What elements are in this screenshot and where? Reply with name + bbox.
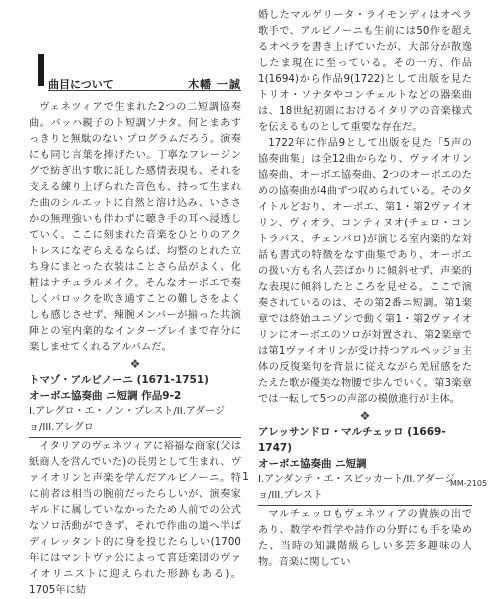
page-number: 1 <box>242 470 249 483</box>
catalog-number: MM-2105 <box>450 479 488 488</box>
composer-dates: (1669-1747) <box>258 426 446 454</box>
albinoni-paragraph-cont: 婚したマルゲリータ・ライモンディはオペラ歌手で、アルビノーニも生前には50作を超えるオペラを書き上げていたが、大部分が散逸したま現在に至っている。その一方、作品1(1694)から作品9(1722)として出版を見たトリオ・ソナタやコンチェルトなどの器楽曲は、18世紀初頭におけるイタリアの音楽様式を伝えるものとして重要な存在だ。 <box>258 10 472 133</box>
left-column <box>29 52 241 599</box>
marcello-paragraph: マルチェッロもヴェネツィアの貴族の出であり、数学や哲学や詩作の分野にも手を染めた、当時の知識階級らしい多芸多趣味の人物。音楽に関してい <box>258 509 472 568</box>
right-column <box>258 8 472 571</box>
composer-dates: (1671-1751) <box>136 374 209 386</box>
intro-paragraph: ヴェネツィアで生まれた2つの二短調協奏曲。バッハ親子のト短調ソナタ。何とまあすっきりと無駄のない プログラムだろう。演奏にも同じ言葉を捧げたい。丁寧なフレージングで紡ぎ出す歌に託した感情表現も、それを支える練り上げられた音色も、持って生まれた曲のシルエットに自然と溶け込み、いささかの無理強いも伴わずに聴き手の耳へ浸透していく。ここに刻まれた音楽をひとりのアクトレスになぞらえるならば、均整のとれた立ち身にまとった衣装はことさら品がよく、化粧はナチュラルメイク。そんなオーボエで奏しくバロックを吹き通すことの難しさをよくしも感じさせず、辣腕メンバーが揃った共演陣との室内楽的なインタープレイまで存分に楽しませてくれるアルバムだ。 <box>29 102 241 353</box>
section-rule <box>48 90 241 91</box>
section-title: 曲目について <box>48 78 114 91</box>
movements-albinoni: I.アレグロ・エ・ノン・プレスト/II.アダージョ/III.アレグロ <box>29 404 241 438</box>
albinoni-paragraph: イタリアのヴェネツィアに裕福な商家(父は紙商人を営んでいた)の長男として生まれ、ヴァイオリンと声楽を学んだアルビノーニ。特に前者は相当の腕前だったらしいが、演奏家ギルドに属していなかったため人前での公式なソロ活動ができず、それで作曲の道へ半ばディレッタント的に身を投じたらしい(1700年にはマントヴァ公によって宮廷楽団のヴァイオリニストに迎えられた形跡もある)。1705年に結 <box>29 441 241 596</box>
composer-albinoni: トマゾ・アルビノーニ (1671-1751) <box>29 374 209 386</box>
ornament-divider-2: ❖ <box>359 409 371 423</box>
section-author: 木幡 一誠 <box>188 78 241 91</box>
movements-marcello: I.アンダンテ・エ・スピッカート/II.アダージョ/III.プレスト <box>258 472 472 506</box>
composer-marcello: アレッサンドロ・マルチェッロ (1669-1747) <box>258 426 446 454</box>
ornament-divider: ❖ <box>129 357 141 371</box>
section-header <box>29 52 241 100</box>
work-title-marcello: オーボエ協奏曲 ニ短調 <box>258 458 367 470</box>
op9-paragraph: 1722年に作品9として出版を見た「5声の協奏曲集」は全12曲からなり、ヴァイオリン協奏曲、オーボエ協奏曲、2つのオーボエのための協奏曲が4曲ずつ収められている。そのタイトルどおり、オーボエ、第1・第2ヴァイオリン、ヴィオラ、コンティヌオ(チェロ・コントラバス、チェンバロ)が演じる室内楽的な対話も書式の特徴をなす曲集であり、オーボエの扱い方も名人芸ばかりに傾斜せず、声楽的な表現に傾斜したところを見せる。ここで演奏されているのは、その第2番ニ短調。第1楽章では終始ユニゾンで動く第1・第2ヴァイオリンにオーボエのソロが対置され、第2楽章では第1ヴァイオリンが受け持つアルペッジョ主体の反復楽句を背景に従えながら羌屈感をたたえた歌が優美な物腰で歩んでいく。第3楽章では一転して5つの声部の模倣進行が主体。 <box>258 138 472 405</box>
work-title-albinoni: オーボエ協奏曲 ニ短調 作品9-2 <box>29 390 182 402</box>
section-bar <box>38 54 44 86</box>
